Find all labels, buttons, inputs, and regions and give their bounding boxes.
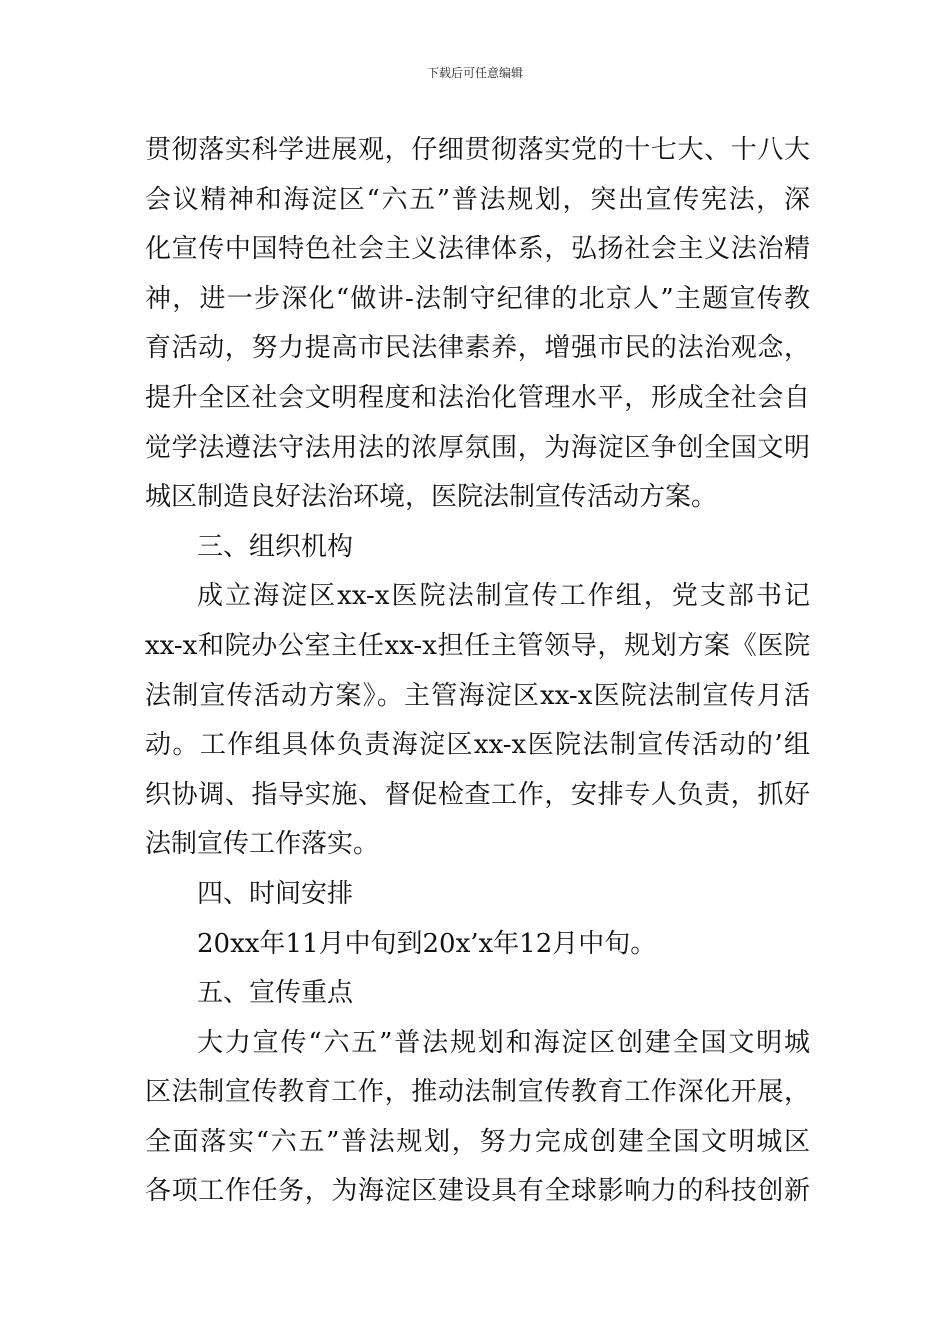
paragraph-line: 提升全区社会文明程度和法治化管理水平，形成全社会自	[145, 382, 810, 413]
section-heading-focus: 五、宣传重点	[197, 978, 354, 1009]
paragraph-line: 法制宣传工作落实。	[145, 829, 380, 860]
paragraph-line: 法制宣传活动方案》。主管海淀区xx-x医院法制宣传月活	[145, 680, 810, 711]
paragraph-line: 神，进一步深化“做讲-法制守纪律的北京人”主题宣传教	[145, 283, 810, 314]
paragraph-line: 会议精神和海淀区“六五”普法规划，突出宣传宪法，深	[145, 184, 810, 215]
section-heading-schedule: 四、时间安排	[197, 878, 354, 909]
paragraph-line: 各项工作任务，为海淀区建设具有全球影响力的科技创新	[145, 1176, 810, 1207]
paragraph-line: 化宣传中国特色社会主义法律体系，弘扬社会主义法治精	[145, 234, 810, 265]
paragraph-line: 动。工作组具体负责海淀区xx-x医院法制宣传活动的’组	[145, 730, 810, 761]
paragraph-line: 育活动，努力提高市民法律素养，增强市民的法治观念，	[145, 333, 810, 364]
paragraph-line: 城区制造良好法治环境，医院法制宣传活动方案。	[145, 482, 718, 513]
document-body	[145, 126, 810, 1217]
paragraph-line: 大力宣传“六五”普法规划和海淀区创建全国文明城	[197, 1027, 810, 1058]
page-header: 下载后可任意编辑	[426, 66, 523, 80]
section-heading-organization: 三、组织机构	[197, 531, 354, 562]
paragraph-line: xx-x和院办公室主任xx-x担任主管领导，规划方案《医院	[145, 630, 810, 661]
paragraph-line: 成立海淀区xx-x医院法制宣传工作组，党支部书记	[197, 581, 810, 612]
schedule-dates: 20xx年11月中旬到20x’x年12月中旬。	[197, 928, 657, 959]
paragraph-line: 全面落实“六五”普法规划，努力完成创建全国文明城区	[145, 1126, 810, 1157]
paragraph-line: 区法制宣传教育工作，推动法制宣传教育工作深化开展，	[145, 1077, 810, 1108]
paragraph-line: 觉学法遵法守法用法的浓厚氛围，为海淀区争创全国文明	[145, 432, 810, 463]
paragraph-line: 贯彻落实科学进展观，仔细贯彻落实党的十七大、十八大	[145, 135, 810, 165]
paragraph-line: 织协调、指导实施、督促检查工作，安排专人负责，抓好	[145, 779, 810, 810]
